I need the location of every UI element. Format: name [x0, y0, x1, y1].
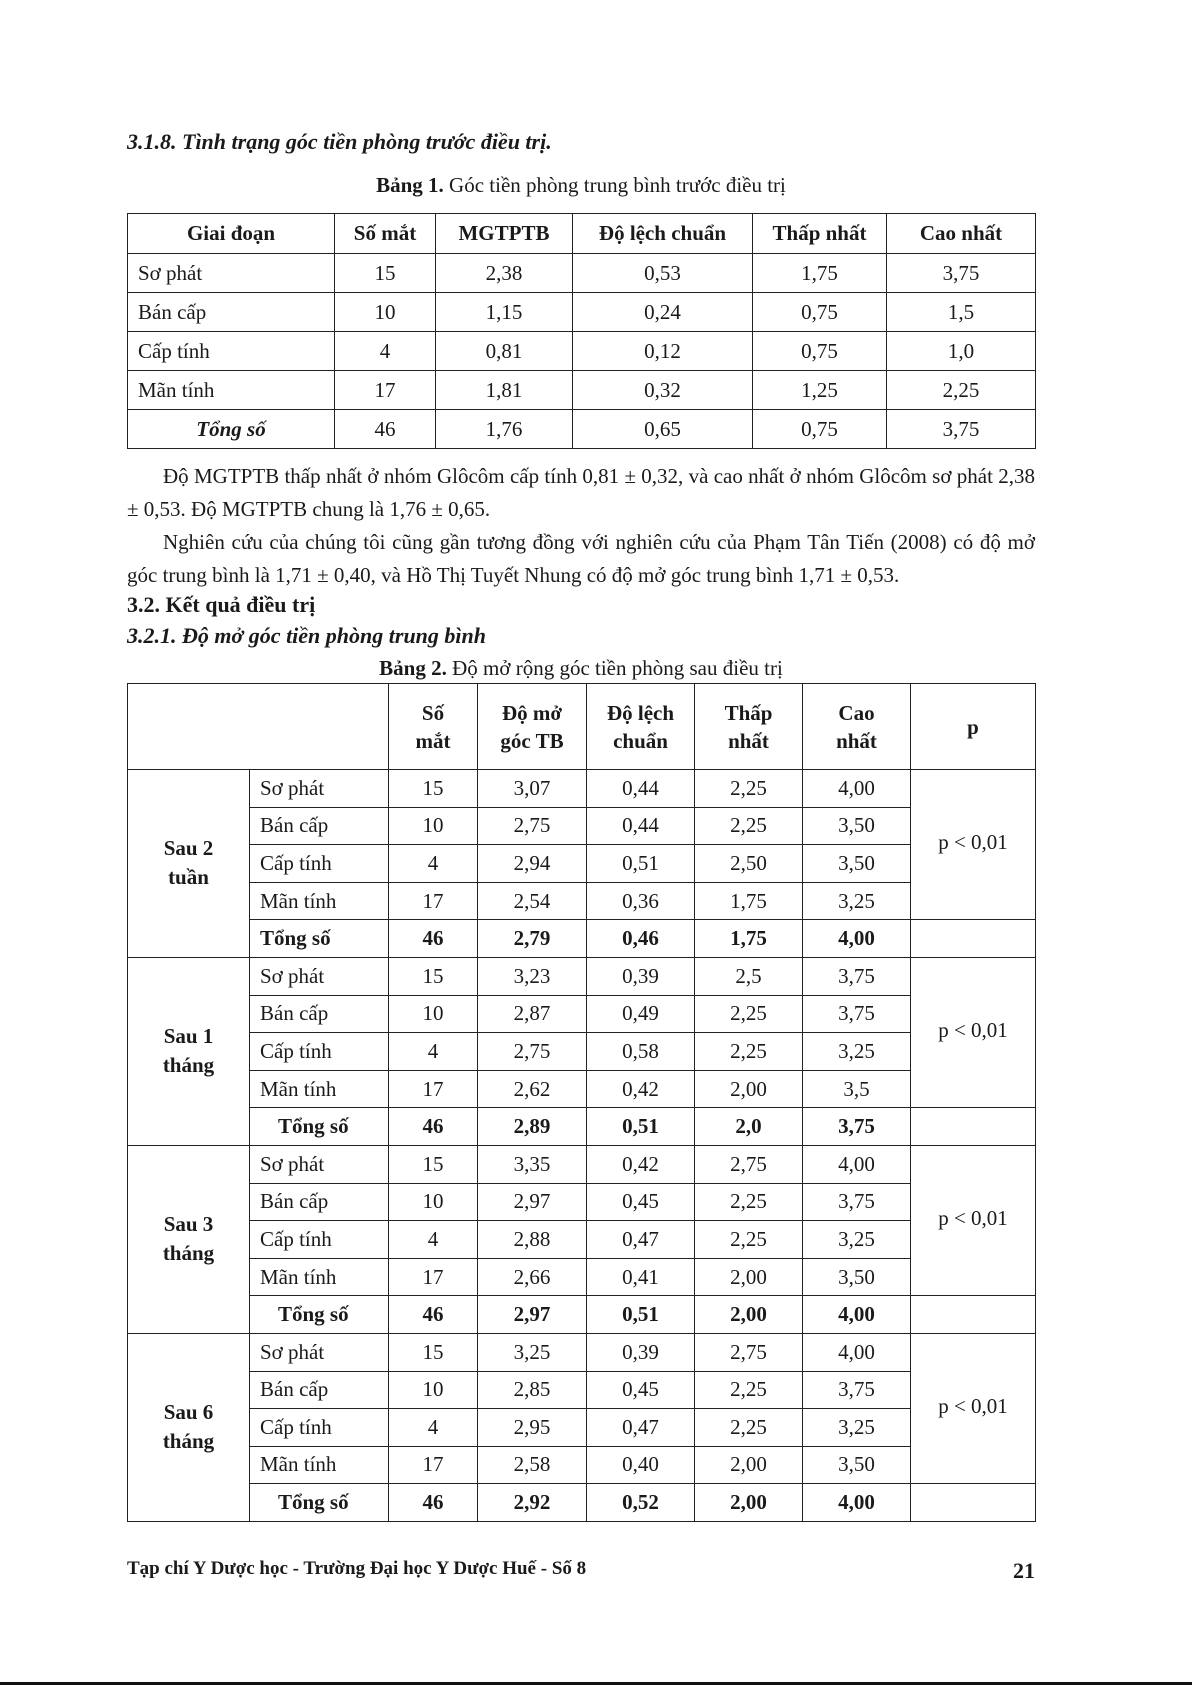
table2-cell: 15: [389, 770, 478, 808]
table2-cell: 0,39: [587, 1333, 695, 1371]
table2-cell: 0,46: [587, 920, 695, 958]
table2-cell: 2,50: [695, 845, 803, 883]
table2-row: [128, 1409, 1036, 1447]
table2-header-row: [128, 684, 1036, 770]
table2-cell: 3,75: [803, 1183, 911, 1221]
table2-cell: 2,87: [478, 995, 587, 1033]
period-label-line: Sau 6: [163, 1400, 214, 1425]
table2-cell: 3,25: [803, 1221, 911, 1259]
table2-cell: 2,5: [695, 957, 803, 995]
table2-cell: 0,39: [587, 957, 695, 995]
table2-row: [128, 1446, 1036, 1484]
table2-cell: 3,50: [803, 807, 911, 845]
table1-cell: 1,75: [753, 254, 887, 293]
page-footer: [127, 1558, 1035, 1586]
table2-caption: [127, 655, 1035, 681]
table2-cell: 2,58: [478, 1446, 587, 1484]
table2-cell: 3,5: [803, 1070, 911, 1108]
table2-cell: 15: [389, 957, 478, 995]
table2-cell: 2,66: [478, 1258, 587, 1296]
table2-cell: 2,92: [478, 1484, 587, 1522]
table2-cell: 0,51: [587, 1108, 695, 1146]
table1-header-giai-doan: Giai đoạn: [128, 214, 335, 254]
table2-row: [128, 1221, 1036, 1259]
table2-total-row: [128, 1484, 1036, 1522]
table2-cell: 10: [389, 995, 478, 1033]
table2-cell: 3,75: [803, 957, 911, 995]
paragraph: Độ MGTPTB thấp nhất ở nhóm Glôcôm cấp tính 0,81 ± 0,32, và cao nhất ở nhóm Glôcôm sơ phát 2,38 ± 0,53. Độ MGTPTB chung là 1,76 ± 0,65.: [127, 464, 1035, 521]
body-paragraphs: [127, 460, 1035, 592]
table2-p-empty: [911, 1484, 1036, 1522]
table1-cell: 1,15: [436, 293, 573, 332]
header-line: góc TB: [500, 728, 564, 753]
table1-total-label: Tổng số: [128, 410, 335, 449]
table2-p-value: p < 0,01: [911, 770, 1036, 920]
table1-cell: 0,32: [573, 371, 753, 410]
table2-cell: 0,44: [587, 807, 695, 845]
table2-cell-stage: Cấp tính: [250, 1033, 389, 1071]
table2-cell: 17: [389, 1446, 478, 1484]
table2-cell: 4: [389, 845, 478, 883]
table2-header-p: p: [911, 684, 1036, 770]
table1-header-thap-nhat: Thấp nhất: [753, 214, 887, 254]
table2-cell: 0,36: [587, 882, 695, 920]
table2-cell: 3,35: [478, 1145, 587, 1183]
table2-cell: 3,50: [803, 1258, 911, 1296]
table2-cell: 46: [389, 920, 478, 958]
table2-cell: 46: [389, 1484, 478, 1522]
table2-cell-stage: Cấp tính: [250, 1221, 389, 1259]
table1-cell: 1,0: [887, 332, 1036, 371]
table1-header-do-lech-chuan: Độ lệch chuẩn: [573, 214, 753, 254]
header-line: Thấp: [724, 700, 773, 725]
table2-cell: 10: [389, 807, 478, 845]
table1-total-row: [128, 410, 1036, 449]
table2-cell: 3,23: [478, 957, 587, 995]
table2-cell: 2,88: [478, 1221, 587, 1259]
table1-cell: 0,75: [753, 293, 887, 332]
table2-cell: 2,95: [478, 1409, 587, 1447]
table2-period-label: [128, 957, 250, 1145]
table2-cell: 2,75: [478, 807, 587, 845]
table2-row: [128, 1371, 1036, 1409]
table2-cell-stage: Mãn tính: [250, 1070, 389, 1108]
table2-cell: 2,25: [695, 995, 803, 1033]
table2-period-label: [128, 770, 250, 958]
table2-p-value: p < 0,01: [911, 957, 1036, 1107]
table1-cell: 0,75: [753, 332, 887, 371]
table2-row: [128, 1183, 1036, 1221]
table2-cell: 2,79: [478, 920, 587, 958]
table2-cell-stage: Mãn tính: [250, 1446, 389, 1484]
table2: [127, 683, 1036, 1522]
table2-row: [128, 882, 1036, 920]
table2-p-empty: [911, 920, 1036, 958]
table1-cell: 1,5: [887, 293, 1036, 332]
table1-cell-stage: Bán cấp: [128, 293, 335, 332]
table2-cell: 2,25: [695, 1221, 803, 1259]
table2-cell: 0,52: [587, 1484, 695, 1522]
table1-caption-label: Bảng 1.: [376, 173, 444, 197]
table2-cell: 2,75: [695, 1145, 803, 1183]
paragraph: Nghiên cứu của chúng tôi cũng gần tương đồng với nghiên cứu của Phạm Tân Tiến (2008) có độ mở góc trung bình là 1,71 ± 0,40, và Hồ Thị Tuyết Nhung có độ mở góc trung bình 1,71 ± 0,53.: [127, 530, 1035, 587]
table2-cell: 4: [389, 1033, 478, 1071]
table2-period-label: [128, 1145, 250, 1333]
table2-cell: 2,54: [478, 882, 587, 920]
table2-row: [128, 1258, 1036, 1296]
section-heading-3-2: 3.2. Kết quả điều trị: [127, 592, 316, 617]
table1-header-row: [128, 214, 1036, 254]
table1-header-mgtptb: MGTPTB: [436, 214, 573, 254]
table2-cell: 3,25: [803, 1409, 911, 1447]
period-label-line: tháng: [162, 1241, 215, 1266]
table2-row: [128, 1033, 1036, 1071]
table2-row: [128, 807, 1036, 845]
table2-cell-stage: Sơ phát: [250, 1333, 389, 1371]
table2-cell: 3,25: [803, 1033, 911, 1071]
table2-total-row: [128, 920, 1036, 958]
header-line: Số: [421, 700, 445, 725]
table2-p-value: p < 0,01: [911, 1145, 1036, 1295]
table2-header-do-mo-goc: [478, 684, 587, 770]
table2-cell: 0,44: [587, 770, 695, 808]
table2-cell: 17: [389, 1070, 478, 1108]
table2-cell: 0,51: [587, 1296, 695, 1334]
period-label-line: tháng: [162, 1429, 215, 1454]
table2-header-cao-nhat: [803, 684, 911, 770]
table2-cell: 0,45: [587, 1371, 695, 1409]
table1-row: [128, 293, 1036, 332]
table2-cell: 4,00: [803, 1484, 911, 1522]
header-line: Độ lệch: [606, 700, 675, 725]
table2-cell: 0,47: [587, 1409, 695, 1447]
table2-cell: 0,40: [587, 1446, 695, 1484]
table2-cell: 4,00: [803, 1333, 911, 1371]
table1-header-cao-nhat: Cao nhất: [887, 214, 1036, 254]
table2-cell: 0,42: [587, 1145, 695, 1183]
table1-cell-stage: Sơ phát: [128, 254, 335, 293]
table2-cell: 2,75: [478, 1033, 587, 1071]
section-heading-3-1-8: 3.1.8. Tình trạng góc tiền phòng trước điều trị.: [127, 129, 552, 154]
table2-cell: 0,47: [587, 1221, 695, 1259]
table1-cell: 46: [335, 410, 436, 449]
period-label-line: Sau 2: [163, 836, 214, 861]
table1-cell: 0,53: [573, 254, 753, 293]
table2-cell: 2,97: [478, 1183, 587, 1221]
table2-cell: 2,00: [695, 1446, 803, 1484]
table2-cell: 2,25: [695, 1409, 803, 1447]
table2-cell-stage: Cấp tính: [250, 1409, 389, 1447]
table2-p-empty: [911, 1108, 1036, 1146]
period-label-line: Sau 3: [163, 1212, 214, 1237]
table2-cell: 1,75: [695, 920, 803, 958]
table2-cell: 46: [389, 1296, 478, 1334]
table2-cell-stage: Sơ phát: [250, 957, 389, 995]
table2-cell: 4,00: [803, 1145, 911, 1183]
table1: [127, 213, 1036, 449]
header-line: mắt: [415, 728, 451, 753]
table1-cell: 1,25: [753, 371, 887, 410]
table2-row: [128, 1070, 1036, 1108]
table2-cell: 4: [389, 1409, 478, 1447]
table2-cell: 3,50: [803, 845, 911, 883]
footer-journal-name: Tạp chí Y Dược học - Trường Đại học Y Dược Huế - Số 8: [127, 1558, 587, 1579]
table1-cell: 0,12: [573, 332, 753, 371]
table2-body: [128, 770, 1036, 1522]
table2-cell: 2,75: [695, 1333, 803, 1371]
table2-caption-label: Bảng 2.: [379, 656, 447, 680]
table1-header-so-mat: Số mắt: [335, 214, 436, 254]
table1-cell: 2,25: [887, 371, 1036, 410]
table2-cell: 10: [389, 1371, 478, 1409]
table2-cell: 0,42: [587, 1070, 695, 1108]
table2-cell-stage: Bán cấp: [250, 1371, 389, 1409]
table2-cell-stage: Bán cấp: [250, 807, 389, 845]
table2-cell: 15: [389, 1333, 478, 1371]
header-line: Độ mở: [501, 700, 563, 725]
table2-cell-stage: Cấp tính: [250, 845, 389, 883]
table1-cell: 0,24: [573, 293, 753, 332]
table2-cell: 2,0: [695, 1108, 803, 1146]
table2-total-label: Tổng số: [250, 1108, 389, 1146]
table1-cell: 1,81: [436, 371, 573, 410]
table1-cell: 10: [335, 293, 436, 332]
table2-cell: 2,00: [695, 1070, 803, 1108]
page-number: 21: [1013, 1558, 1035, 1583]
table2-cell-stage: Sơ phát: [250, 770, 389, 808]
table2-cell-stage: Bán cấp: [250, 1183, 389, 1221]
table1-cell: 4: [335, 332, 436, 371]
table1-caption-text: Góc tiền phòng trung bình trước điều trị: [449, 173, 786, 197]
table1-cell: 0,75: [753, 410, 887, 449]
table2-total-label: Tổng số: [250, 1484, 389, 1522]
table2-period-label: [128, 1333, 250, 1521]
table2-p-value: p < 0,01: [911, 1333, 1036, 1483]
header-line: Cao: [838, 700, 875, 725]
table1-cell: 17: [335, 371, 436, 410]
table1-row: [128, 254, 1036, 293]
table2-cell: 17: [389, 882, 478, 920]
table1-row: [128, 371, 1036, 410]
table1-cell: 3,75: [887, 410, 1036, 449]
table2-row: [128, 1145, 1036, 1183]
table2-cell: 2,62: [478, 1070, 587, 1108]
header-line: chuẩn: [613, 728, 668, 753]
period-label-line: tuần: [168, 865, 209, 890]
table1-cell: 3,75: [887, 254, 1036, 293]
table2-header-thap-nhat: [695, 684, 803, 770]
table2-wrapper: [127, 683, 1035, 1522]
table1-cell: 1,76: [436, 410, 573, 449]
period-label-line: tháng: [162, 1053, 215, 1078]
table2-cell: 2,25: [695, 1183, 803, 1221]
table1-wrapper: [127, 213, 1035, 449]
table2-total-label: Tổng số: [250, 1296, 389, 1334]
table2-cell: 2,25: [695, 1033, 803, 1071]
table2-cell: 3,07: [478, 770, 587, 808]
table2-cell: 2,94: [478, 845, 587, 883]
table2-cell: 0,41: [587, 1258, 695, 1296]
table2-cell: 4,00: [803, 770, 911, 808]
header-line: nhất: [728, 728, 769, 753]
table2-row: [128, 1333, 1036, 1371]
table2-cell: 2,00: [695, 1258, 803, 1296]
table2-cell: 3,75: [803, 1371, 911, 1409]
table2-row: [128, 957, 1036, 995]
table2-p-empty: [911, 1296, 1036, 1334]
period-label-line: Sau 1: [163, 1024, 214, 1049]
table2-row: [128, 770, 1036, 808]
table2-cell: 0,49: [587, 995, 695, 1033]
section-heading-3-2-1: 3.2.1. Độ mở góc tiền phòng trung bình: [127, 623, 486, 648]
table2-cell: 0,45: [587, 1183, 695, 1221]
table1-cell-stage: Mãn tính: [128, 371, 335, 410]
table2-cell: 15: [389, 1145, 478, 1183]
table2-cell: 10: [389, 1183, 478, 1221]
table2-cell: 2,00: [695, 1296, 803, 1334]
table1-cell: 0,81: [436, 332, 573, 371]
table2-total-row: [128, 1296, 1036, 1334]
table2-cell: 2,97: [478, 1296, 587, 1334]
table2-cell: 2,85: [478, 1371, 587, 1409]
table1-caption: [127, 172, 1035, 198]
table2-total-row: [128, 1108, 1036, 1146]
table2-cell-stage: Mãn tính: [250, 882, 389, 920]
table1-cell: 0,65: [573, 410, 753, 449]
table2-total-label: Tổng số: [250, 920, 389, 958]
table2-cell: 3,75: [803, 1108, 911, 1146]
table2-cell: 3,25: [478, 1333, 587, 1371]
table2-cell: 4: [389, 1221, 478, 1259]
table1-cell-stage: Cấp tính: [128, 332, 335, 371]
table2-row: [128, 845, 1036, 883]
table2-cell: 1,75: [695, 882, 803, 920]
table2-cell: 17: [389, 1258, 478, 1296]
table2-cell: 2,00: [695, 1484, 803, 1522]
table1-row: [128, 332, 1036, 371]
table2-header-do-lech-chuan: [587, 684, 695, 770]
table2-cell: 46: [389, 1108, 478, 1146]
table2-cell: 3,50: [803, 1446, 911, 1484]
table1-cell: 15: [335, 254, 436, 293]
table2-cell: 2,25: [695, 770, 803, 808]
table2-cell: 3,75: [803, 995, 911, 1033]
table2-header-so-mat: [389, 684, 478, 770]
table2-caption-text: Độ mở rộng góc tiền phòng sau điều trị: [452, 656, 783, 680]
table2-cell: 0,58: [587, 1033, 695, 1071]
table2-cell-stage: Sơ phát: [250, 1145, 389, 1183]
table2-cell: 3,25: [803, 882, 911, 920]
header-line: nhất: [836, 728, 877, 753]
table2-row: [128, 995, 1036, 1033]
table2-cell-stage: Bán cấp: [250, 995, 389, 1033]
table2-cell: 2,89: [478, 1108, 587, 1146]
table2-cell-stage: Mãn tính: [250, 1258, 389, 1296]
table2-header-blank: [128, 684, 389, 770]
table2-cell: 4,00: [803, 920, 911, 958]
table1-cell: 2,38: [436, 254, 573, 293]
table2-cell: 2,25: [695, 1371, 803, 1409]
table2-cell: 0,51: [587, 845, 695, 883]
table2-cell: 4,00: [803, 1296, 911, 1334]
table2-cell: 2,25: [695, 807, 803, 845]
